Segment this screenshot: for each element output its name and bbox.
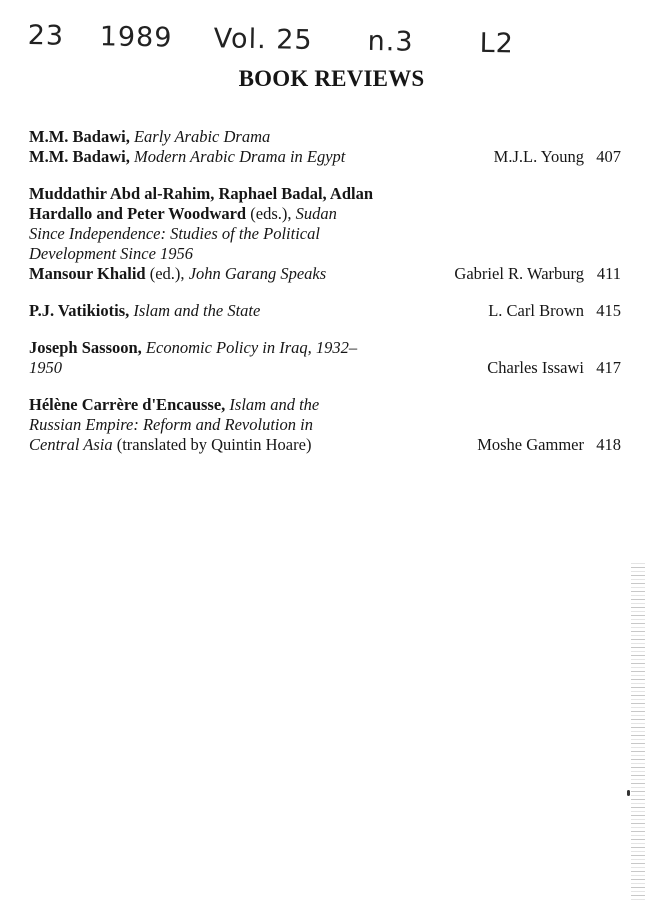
- book-title: Islam and the State: [133, 301, 261, 320]
- book-author: Hardallo and Peter Woodward: [29, 204, 247, 223]
- review-line: [29, 301, 629, 321]
- book-title: Economic Policy in Iraq, 1932–: [145, 338, 358, 357]
- page-number: 415: [596, 301, 621, 320]
- review-line: [29, 395, 629, 415]
- review-line: [29, 415, 629, 435]
- review-entry: [29, 301, 629, 321]
- review-line: [29, 204, 629, 224]
- book-note: (eds.),: [246, 204, 296, 223]
- review-entry: [29, 184, 629, 284]
- handwritten-code: L2: [479, 27, 515, 60]
- book-title: John Garang Speaks: [188, 264, 327, 283]
- book-author: M.M. Badawi,: [29, 127, 130, 146]
- review-line: [29, 435, 629, 455]
- book-author: M.M. Badawi,: [29, 147, 130, 166]
- review-line: [29, 224, 629, 244]
- book-note: (translated by Quintin Hoare): [112, 435, 312, 454]
- book-title: Sudan: [295, 204, 337, 223]
- book-title: Central Asia: [29, 435, 113, 454]
- reviewer-name: Gabriel R. Warburg: [454, 264, 584, 283]
- handwritten-issue: n.3: [367, 25, 414, 58]
- book-author: Hélène Carrère d'Encausse,: [29, 395, 226, 414]
- book-title: Islam and the: [229, 395, 320, 414]
- review-line: [29, 127, 629, 147]
- book-title: Russian Empire: Reform and Revolution in: [29, 415, 313, 434]
- handwritten-volume: Vol. 25: [213, 23, 313, 56]
- review-entry: [29, 395, 629, 455]
- page-number: 417: [596, 358, 621, 377]
- scan-speck: [627, 790, 630, 796]
- reviewer-name: M.J.L. Young: [493, 147, 584, 166]
- book-title: Early Arabic Drama: [133, 127, 271, 146]
- page-number: 407: [596, 147, 621, 166]
- review-line: [29, 338, 629, 358]
- reviewer-name: L. Carl Brown: [488, 301, 584, 320]
- book-author: Mansour Khalid: [29, 264, 146, 283]
- book-title: Development Since 1956: [29, 244, 194, 263]
- review-entry: [29, 338, 629, 378]
- scan-edge-artifact: [631, 560, 645, 900]
- book-author: Joseph Sassoon,: [29, 338, 142, 357]
- review-line: [29, 184, 629, 204]
- book-author: P.J. Vatikiotis,: [29, 301, 130, 320]
- book-title: Modern Arabic Drama in Egypt: [133, 147, 346, 166]
- page-title: BOOK REVIEWS: [238, 66, 425, 91]
- handwritten-number: 23: [27, 20, 65, 52]
- review-line: [29, 147, 629, 167]
- book-author: Muddathir Abd al-Rahim, Raphael Badal, Adlan: [29, 184, 374, 203]
- book-title: 1950: [29, 358, 62, 377]
- reviews-list: [29, 127, 629, 455]
- review-line: [29, 264, 629, 284]
- page-number: 418: [596, 435, 621, 454]
- review-line: [29, 244, 629, 264]
- book-note: (ed.),: [145, 264, 189, 283]
- reviewer-name: Moshe Gammer: [477, 435, 584, 454]
- reviewer-name: Charles Issawi: [487, 358, 584, 377]
- review-entry: [29, 127, 629, 167]
- page-number: 411: [596, 264, 621, 283]
- review-line: [29, 358, 629, 378]
- book-title: Since Independence: Studies of the Political: [29, 224, 320, 243]
- handwritten-year: 1989: [99, 21, 173, 54]
